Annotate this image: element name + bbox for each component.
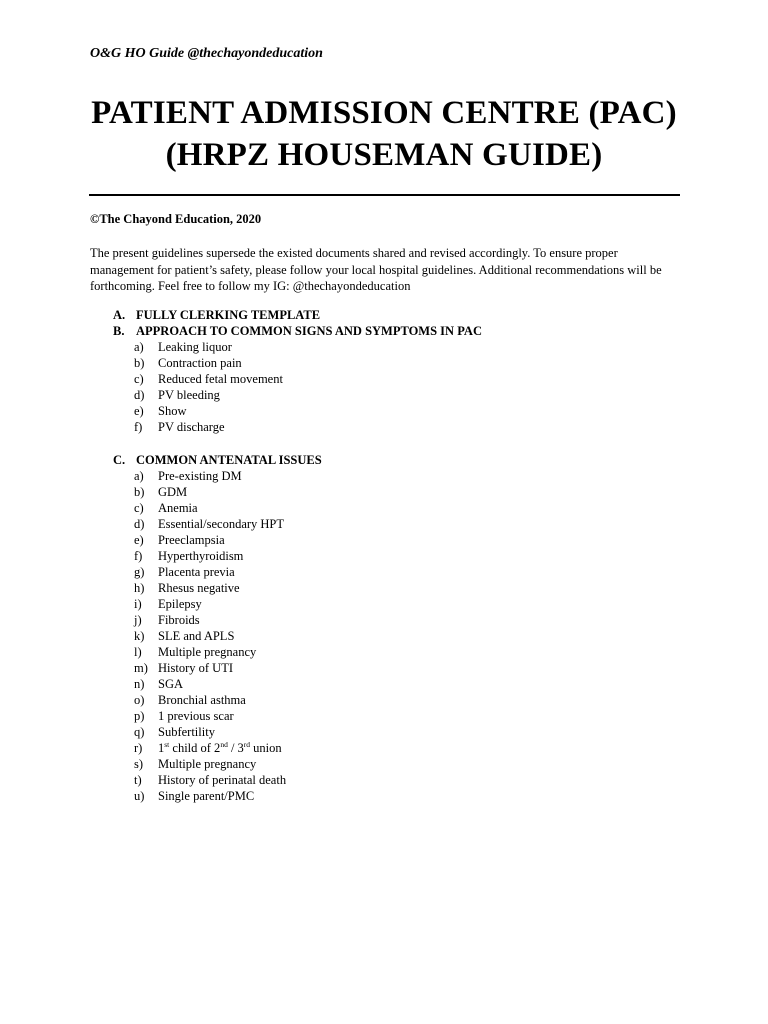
item-letter: c) [134, 372, 144, 386]
item-letter: o) [134, 693, 145, 707]
item-letter: d) [134, 388, 145, 402]
item-text: GDM [158, 485, 188, 499]
list-item [113, 596, 322, 612]
outline-section [113, 452, 322, 804]
item-text: Leaking liquor [158, 340, 232, 354]
item-letter: i) [134, 597, 142, 611]
section-title: APPROACH TO COMMON SIGNS AND SYMPTOMS IN PAC [136, 324, 482, 338]
list-item [113, 532, 322, 548]
item-text: SLE and APLS [158, 629, 235, 643]
item-text: Show [158, 404, 187, 418]
item-letter: e) [134, 404, 144, 418]
item-text: Reduced fetal movement [158, 372, 283, 386]
item-text [158, 740, 282, 756]
section-item-list [113, 468, 322, 804]
item-letter: s) [134, 757, 144, 771]
item-text: Bronchial asthma [158, 693, 246, 707]
list-item [113, 339, 482, 355]
section-title: COMMON ANTENATAL ISSUES [136, 453, 322, 467]
item-text: Single parent/PMC [158, 789, 255, 803]
item-text: Epilepsy [158, 597, 202, 611]
section-letter: B. [113, 324, 125, 338]
list-item [113, 772, 322, 788]
list-item [113, 676, 322, 692]
copyright-line: ©The Chayond Education, 2020 [90, 212, 262, 226]
section-letter: C. [113, 453, 126, 467]
item-text-part: 1 [158, 741, 165, 755]
item-text-part: union [250, 741, 282, 755]
item-letter: u) [134, 789, 145, 803]
list-item [113, 484, 322, 500]
item-text: Essential/secondary HPT [158, 517, 285, 531]
item-text: Rhesus negative [158, 581, 240, 595]
item-letter: a) [134, 469, 144, 483]
section-letter: A. [113, 308, 126, 322]
section-heading [113, 452, 322, 468]
item-letter: f) [134, 420, 143, 434]
item-letter: b) [134, 485, 145, 499]
list-item [113, 580, 322, 596]
list-item [113, 500, 322, 516]
section-heading [113, 323, 482, 339]
list-item [113, 660, 322, 676]
item-letter: p) [134, 709, 145, 723]
item-letter: h) [134, 581, 145, 595]
item-text: Preeclampsia [158, 533, 225, 547]
list-item [113, 355, 482, 371]
item-letter: j) [134, 613, 142, 627]
list-item [113, 468, 322, 484]
item-text: Anemia [158, 501, 198, 515]
item-letter: g) [134, 565, 145, 579]
list-item [113, 628, 322, 644]
item-text: Contraction pain [158, 356, 242, 370]
item-letter: t) [134, 773, 142, 787]
outline-section [113, 323, 482, 435]
item-text: History of perinatal death [158, 773, 287, 787]
section-item-list [113, 339, 482, 435]
outline-sections-a-b [113, 307, 482, 435]
outline-section-c [113, 452, 322, 804]
item-text: Fibroids [158, 613, 200, 627]
item-letter: e) [134, 533, 144, 547]
list-item [113, 740, 322, 756]
item-text: Placenta previa [158, 565, 235, 579]
item-text: Subfertility [158, 725, 215, 739]
ordinal-suffix: nd [220, 739, 228, 749]
list-item [113, 692, 322, 708]
item-text: Pre-existing DM [158, 469, 242, 483]
section-heading [113, 307, 482, 323]
item-text: SGA [158, 677, 184, 691]
list-item [113, 756, 322, 772]
item-text: Multiple pregnancy [158, 645, 257, 659]
list-item [113, 724, 322, 740]
section-title: FULLY CLERKING TEMPLATE [136, 308, 321, 322]
item-text: History of UTI [158, 661, 233, 675]
list-item [113, 612, 322, 628]
item-text: Hyperthyroidism [158, 549, 244, 563]
title-line-1: PATIENT ADMISSION CENTRE (PAC) [91, 95, 677, 131]
title-divider [89, 194, 680, 196]
list-item [113, 564, 322, 580]
item-text: PV discharge [158, 420, 225, 434]
list-item [113, 708, 322, 724]
item-letter: r) [134, 741, 143, 755]
list-item [113, 644, 322, 660]
item-text: PV bleeding [158, 388, 220, 402]
list-item [113, 371, 482, 387]
document-title [60, 92, 708, 176]
item-letter: m) [134, 661, 148, 675]
list-item [113, 403, 482, 419]
ordinal-suffix: rd [243, 739, 251, 749]
list-item [113, 419, 482, 435]
title-line-2: (HRPZ HOUSEMAN GUIDE) [165, 137, 603, 173]
list-item [113, 516, 322, 532]
item-text-part: child of 2 [169, 741, 221, 755]
item-letter: n) [134, 677, 145, 691]
item-letter: l) [134, 645, 142, 659]
list-item [113, 788, 322, 804]
item-text: 1 previous scar [158, 709, 234, 723]
ordinal-suffix: st [164, 739, 170, 749]
item-text: Multiple pregnancy [158, 757, 257, 771]
list-item [113, 387, 482, 403]
list-item [113, 548, 322, 564]
outline-section [113, 307, 482, 323]
item-letter: d) [134, 517, 145, 531]
item-letter: f) [134, 549, 143, 563]
item-letter: b) [134, 356, 145, 370]
item-text-part: / 3 [227, 741, 244, 755]
item-letter: q) [134, 725, 145, 739]
item-letter: c) [134, 501, 144, 515]
item-letter: k) [134, 629, 145, 643]
header-note: O&G HO Guide @thechayondeducation [90, 46, 323, 61]
item-letter: a) [134, 340, 144, 354]
intro-paragraph: The present guidelines supersede the existed documents shared and revised accordingly. To ensure proper management for patient’s safety, please follow your local hospital guidelines. Additional recommendations will be forthcoming. Feel free to follow my IG: @thechayondeducation [90, 246, 662, 293]
